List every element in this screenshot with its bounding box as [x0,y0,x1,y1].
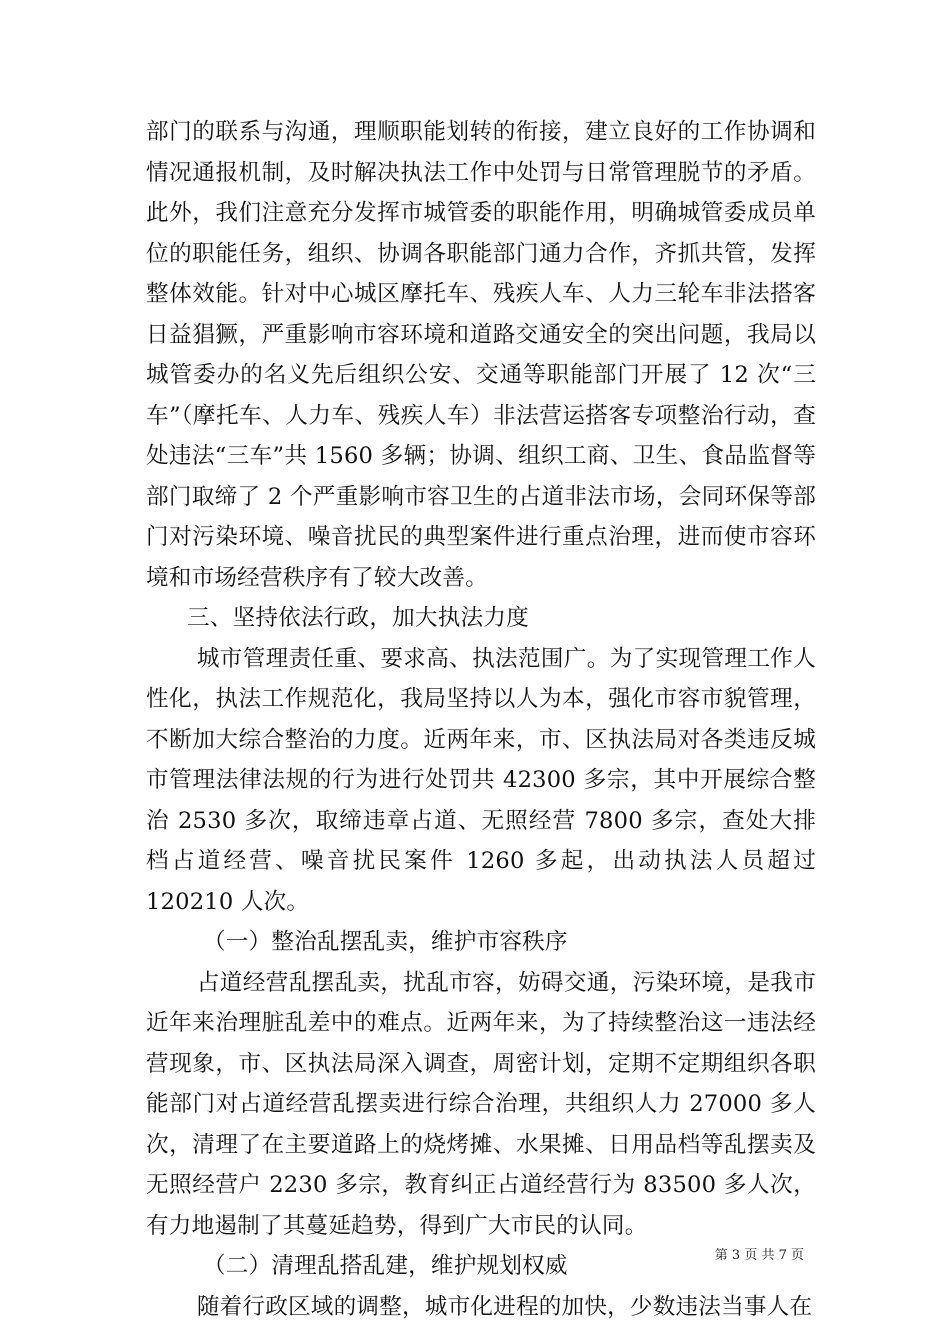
paragraph-street-vending: 占道经营乱摆乱卖，扰乱市容，妨碍交通，污染环境，是我市近年来治理脏乱差中的难点。近两年来，为了持续整治这一违法经营现象，市、区执法局深入调查，周密计划，定期不定期组织各职能部门对占道经营乱摆卖进行综合治理，共组织人力 27000 多人次，清理了在主要道路上的烧烤摊、水果摊、日用品档等乱摆卖及无照经营户 2230 多宗，教育纠正占道经营行为 83500 多人次，有力地遏制了其蔓延趋势，得到广大市民的认同。 [146,969,816,1239]
subsection-heading-2: （二）清理乱搭乱建，维护规划权威 [203,1253,568,1279]
document-body [146,112,816,1327]
paragraph-continuation: 部门的联系与沟通，理顺职能划转的衔接，建立良好的工作协调和情况通报机制，及时解决执法工作中处罚与日常管理脱节的矛盾。此外，我们注意充分发挥市城管委的职能作用，明确城管委成员单位的职能任务，组织、协调各职能部门通力合作，齐抓共管，发挥整体效能。针对中心城区摩托车、残疾人车、人力三轮车非法搭客日益猖獗，严重影响市容环境和道路交通安全的突出问题，我局以城管委办的名义先后组织公安、交通等职能部门开展了 12 次“三车”（摩托车、人力车、残疾人车）非法营运搭客专项整治行动，查处违法“三车”共 1560 多辆；协调、组织工商、卫生、食品监督等部门取缔了 2 个严重影响市容卫生的占道非法市场，会同环保等部门对污染环境、噪音扰民的典型案件进行重点治理，进而使市容环境和市场经营秩序有了较大改善。 [146,119,816,591]
page-number: 第 3 页 共 7 页 [714,1248,804,1263]
section-heading: 三、坚持依法行政，加大执法力度 [187,605,529,631]
paragraph-enforcement: 城市管理责任重、要求高、执法范围广。为了实现管理工作人性化，执法工作规范化，我局坚持以人为本，强化市容市貌管理，不断加大综合整治的力度。近两年来，市、区执法局对各类违反城市管理法律法规的行为进行处罚共 42300 多宗，其中开展综合整治 2530 多次，取缔违章占道、无照经营 7800 多宗，查处大排档占道经营、噪音扰民案件 1260 多起，出动执法人员超过 120210 人次。 [146,645,816,915]
paragraph-illegal-construction: 随着行政区域的调整，城市化进程的加快，少数违法当事人在 [196,1293,813,1320]
subsection-heading-1: （一）整治乱摆乱卖，维护市容秩序 [203,929,568,955]
